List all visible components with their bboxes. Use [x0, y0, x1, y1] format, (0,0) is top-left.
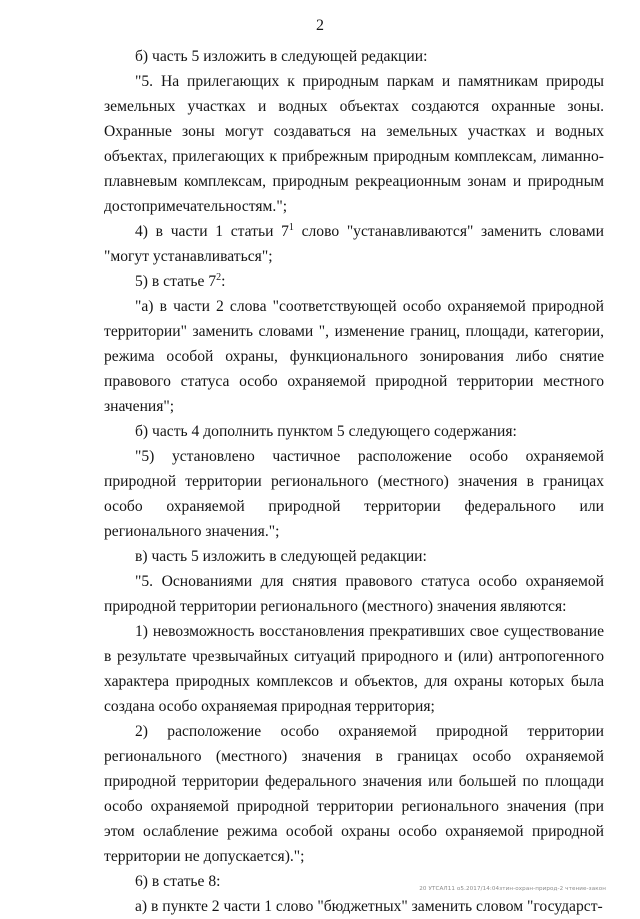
paragraph-grounds-intro: "5. Основаниями для снятия правового статуса особо охраняемой природной территории регионального (местного) значения являются: [104, 573, 604, 615]
page-number: 2 [316, 17, 324, 34]
paragraph-item-4-rest: слово "устанавливаются" заменить словами "могут устанавливаться"; [104, 223, 604, 265]
paragraph-item-5b: б) часть 4 дополнить пунктом 5 следующего содержания: [135, 423, 517, 440]
article-superscript: 2 [216, 271, 222, 283]
paragraph-ground-2: 2) расположение особо охраняемой природной территории регионального (местного) значения в границах особо охраняемой природной территории федерального значения или большей по площади особо охраняемой природной территории регионального значения (при этом ослабление режима особой охраны особо охраняемой природной территории не допускается)."; [104, 723, 604, 865]
footer-doc-id: 20 УТСАЛ11 о5.2017/14:04зтин-охран-природ-2 чтение-закон [419, 886, 606, 892]
paragraph-item-b-part5: б) часть 5 изложить в следующей редакции: [135, 48, 428, 65]
paragraph-item-5v: в) часть 5 изложить в следующей редакции: [135, 548, 427, 565]
paragraph-item-6a: а) в пункте 2 части 1 слово "бюджетных" заменить словом "государст- [135, 898, 603, 915]
article-superscript: 1 [288, 221, 294, 233]
paragraph-item-5 [104, 269, 604, 294]
paragraph-item-4-lead: 4) в части 1 статьи 7 [135, 223, 289, 240]
document-body [104, 44, 604, 919]
paragraph-item-5a: "а) в части 2 слова "соответствующей особо охраняемой природной территории" заменить словами ", изменение границ, площади, категории, режима особой охраны, функционального зонирования либо снятие правового статуса особо охраняемой природной территории местного значения"; [104, 298, 604, 415]
paragraph-item-5-lead: 5) в статье 7 [135, 273, 217, 290]
paragraph-item-5-rest: : [221, 273, 226, 290]
paragraph-item-4 [104, 219, 604, 269]
paragraph-ground-1: 1) невозможность восстановления прекративших свое существование в результате чрезвычайных ситуаций природного и (или) антропогенного характера природных комплексов и объектов, для охраны которых была создана особо охраняемая природная территория; [104, 623, 604, 715]
paragraph-item-6: 6) в статье 8: [135, 873, 221, 890]
paragraph-part5-text: "5. На прилегающих к природным паркам и памятникам природы земельных участках и водных объектах создаются охранные зоны. Охранные зоны могут создаваться на земельных участках и водных объектах, прилегающих к прибрежным природным комплексам, лиманно-плавневым комплексам, природным рекреационным зонам и природным достопримечательностям."; [104, 73, 604, 215]
paragraph-point-5: "5) установлено частичное расположение особо охраняемой природной территории регионального (местного) значения в границах особо охраняемой природной территории федерального или регионального значения."; [104, 448, 604, 540]
